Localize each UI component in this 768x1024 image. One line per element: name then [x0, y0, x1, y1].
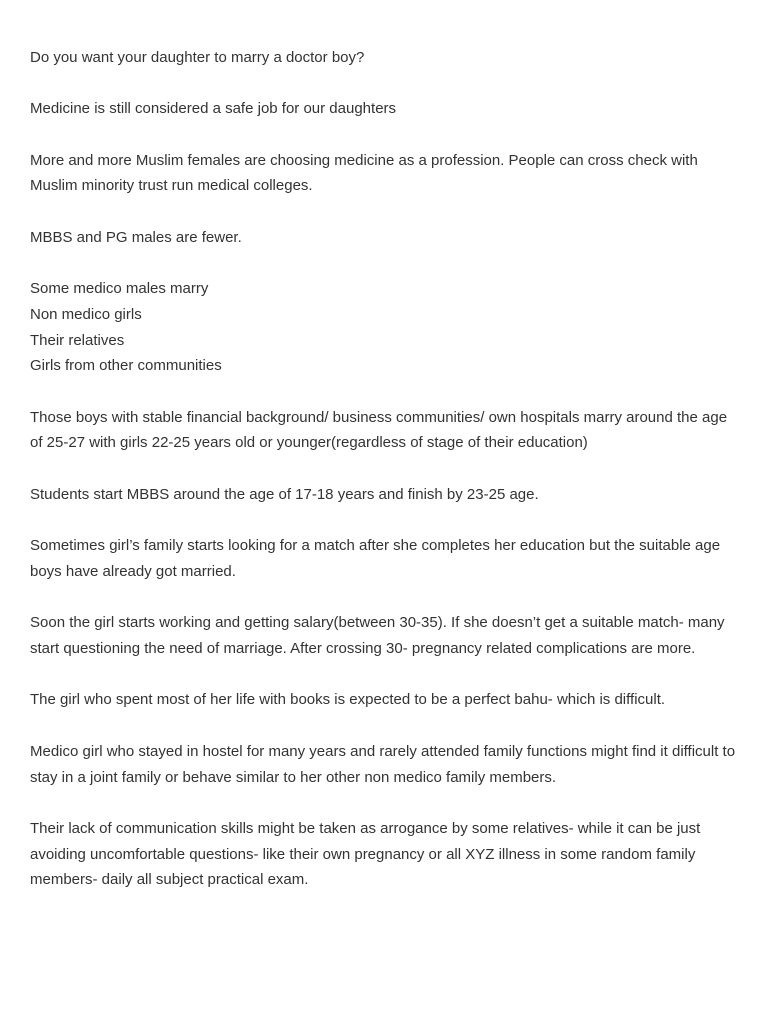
paragraph-stable-boys: Those boys with stable financial background/ business communities/ own hospitals marry around the age of 25-27 with girls 22-25 years old or younger(regardless of stage of their education) [30, 408, 728, 452]
paragraph-question: Do you want your daughter to marry a doctor boy? [30, 49, 365, 66]
marry-list-item: Girls from other communities [30, 357, 222, 375]
paragraph-perfect-bahu: The girl who spent most of her life with books is expected to be a perfect bahu- which is difficult. [30, 691, 666, 709]
paragraph-safe-job: Medicine is still considered a safe job for our daughters [30, 100, 397, 118]
article-body [30, 45, 742, 919]
paragraph-mbbs-age: Students start MBBS around the age of 17-18 years and finish by 23-25 age. [30, 485, 539, 503]
paragraph-communication: Their lack of communication skills might be taken as arrogance by some relatives- while it can be just avoiding uncomfortable questions- like their own pregnancy or all XYZ illness in some random family members- daily all subject practical exam. [30, 819, 701, 889]
marry-list [30, 276, 742, 379]
marry-list-item: Some medico males marry [30, 280, 209, 298]
paragraph-males-fewer: MBBS and PG males are fewer. [30, 228, 242, 246]
marry-list-item: Non medico girls [30, 305, 142, 323]
paragraph-hostel: Medico girl who stayed in hostel for many years and rarely attended family functions might find it difficult to stay in a joint family or behave similar to her other non medico family members. [30, 742, 736, 786]
marry-list-item: Their relatives [30, 331, 125, 349]
paragraph-family-search: Sometimes girl’s family starts looking for a match after she completes her education but the suitable age boys have already got married. [30, 537, 721, 580]
paragraph-muslim-females: More and more Muslim females are choosing medicine as a profession. People can cross check with Muslim minority trust run medical colleges. [30, 151, 698, 195]
paragraph-salary: Soon the girl starts working and getting salary(between 30-35). If she doesn’t get a suitable match- many start questioning the need of marriage. After crossing 30- pregnancy related complications are more. [30, 614, 725, 658]
